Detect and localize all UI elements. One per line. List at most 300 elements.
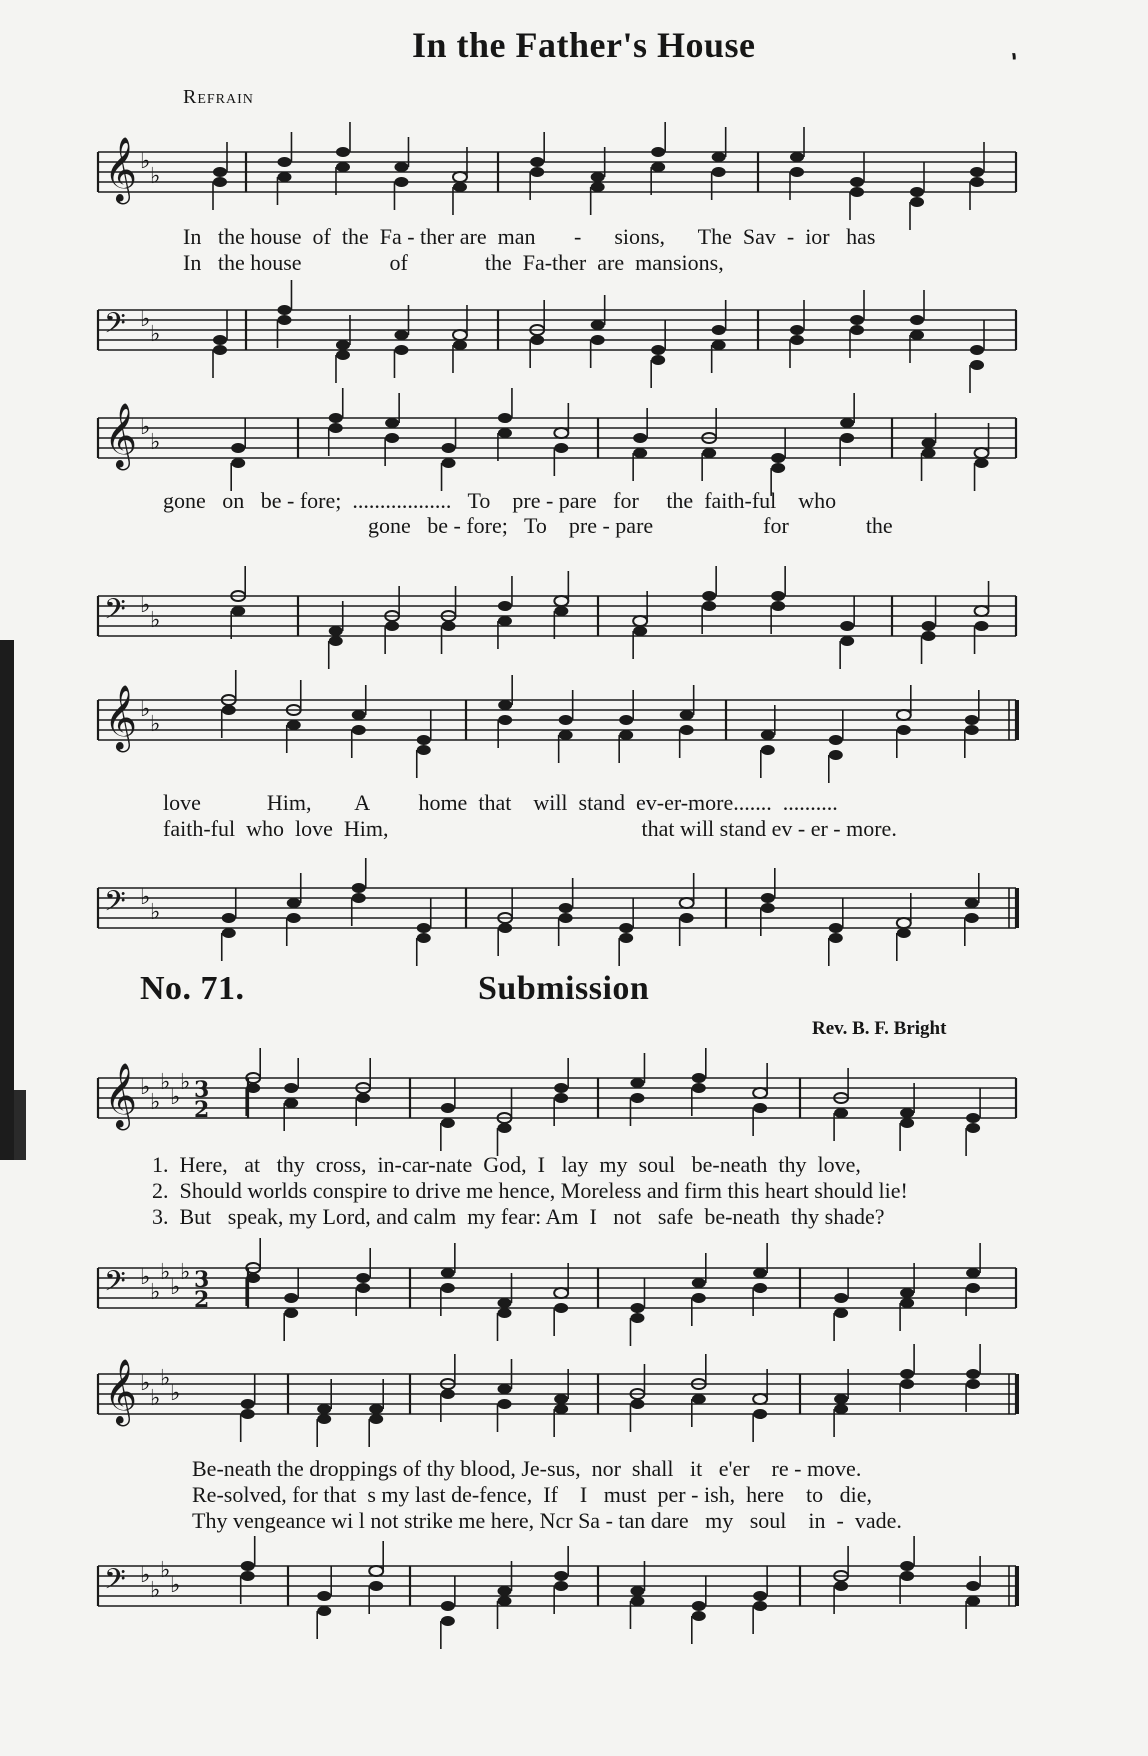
notehead: [559, 715, 573, 725]
notehead-lower: [356, 1283, 370, 1293]
notehead-lower: [966, 1283, 980, 1293]
flat-sign: ♭: [150, 1578, 161, 1603]
flat-sign: ♭: [160, 1558, 171, 1583]
notehead: [441, 1601, 455, 1611]
treble-staff-system-1: [98, 124, 1020, 234]
notehead: [692, 1073, 706, 1083]
notehead-lower: [922, 631, 936, 641]
notehead-lower: [246, 1083, 260, 1093]
notehead: [442, 443, 456, 453]
notehead: [790, 152, 804, 162]
notehead-lower: [829, 933, 843, 943]
notehead-lower: [651, 355, 665, 365]
flat-sign: ♭: [150, 712, 161, 737]
notehead: [922, 438, 936, 448]
notehead-lower: [619, 730, 633, 740]
notehead-lower: [352, 893, 366, 903]
notehead: [897, 710, 911, 720]
notehead-lower: [441, 1616, 455, 1626]
notehead-lower: [965, 725, 979, 735]
notehead-lower: [287, 913, 301, 923]
notehead-lower: [442, 621, 456, 631]
notehead-lower: [633, 448, 647, 458]
notehead: [213, 335, 227, 345]
notehead-lower: [834, 1581, 848, 1591]
notehead-lower: [966, 1123, 980, 1133]
notehead-lower: [498, 715, 512, 725]
notehead-lower: [761, 745, 775, 755]
notehead: [441, 1103, 455, 1113]
notehead-lower: [900, 1298, 914, 1308]
notehead: [241, 1399, 255, 1409]
notehead: [970, 345, 984, 355]
notehead-lower: [702, 601, 716, 611]
notehead: [530, 157, 544, 167]
notehead: [900, 1108, 914, 1118]
notehead-lower: [900, 1118, 914, 1128]
notehead-lower: [850, 187, 864, 197]
notehead: [241, 1561, 255, 1571]
notehead: [417, 735, 431, 745]
notehead: [554, 428, 568, 438]
notehead: [554, 1394, 568, 1404]
notehead-lower: [554, 606, 568, 616]
time-signature-bottom: 2: [194, 1287, 210, 1313]
notehead-lower: [692, 1611, 706, 1621]
treble-staff-hymn2-system-1: [98, 1050, 1020, 1160]
notehead: [394, 330, 408, 340]
notehead: [554, 1288, 568, 1298]
notehead-lower: [394, 345, 408, 355]
notehead: [850, 177, 864, 187]
notehead-lower: [554, 1093, 568, 1103]
flat-sign: ♭: [140, 415, 151, 440]
treble-clef: 𝄞: [104, 1063, 138, 1128]
notehead: [630, 1303, 644, 1313]
notehead-lower: [834, 1308, 848, 1318]
bass-clef: 𝄢: [104, 1265, 126, 1305]
notehead: [900, 1288, 914, 1298]
notehead: [498, 413, 512, 423]
notehead-lower: [417, 933, 431, 943]
notehead: [712, 325, 726, 335]
flat-sign: ♭: [160, 1070, 171, 1095]
notehead-lower: [369, 1581, 383, 1591]
flat-sign: ♭: [170, 1381, 181, 1406]
notehead: [840, 418, 854, 428]
notehead-lower: [284, 1308, 298, 1318]
notehead-lower: [840, 433, 854, 443]
flat-sign: ♭: [140, 1265, 151, 1290]
bass-staff-system-3: [98, 860, 1020, 970]
notehead: [966, 1369, 980, 1379]
notehead: [834, 1293, 848, 1303]
bass-clef: 𝄢: [104, 307, 126, 347]
hymn-title-submission: Submission: [478, 970, 650, 1007]
notehead: [633, 433, 647, 443]
notehead: [329, 626, 343, 636]
treble-staff-hymn2-system-2: [98, 1346, 1020, 1456]
flat-sign: ♭: [150, 322, 161, 347]
notehead: [554, 1083, 568, 1093]
flat-sign: ♭: [170, 1573, 181, 1598]
notehead: [680, 710, 694, 720]
notehead: [385, 418, 399, 428]
notehead: [231, 443, 245, 453]
notehead: [829, 923, 843, 933]
notehead: [277, 305, 291, 315]
notehead: [633, 616, 647, 626]
notehead-lower: [771, 463, 785, 473]
notehead: [834, 1394, 848, 1404]
notehead-lower: [680, 913, 694, 923]
notehead: [498, 1384, 512, 1394]
notehead: [498, 700, 512, 710]
flat-sign: ♭: [150, 900, 161, 925]
notehead: [287, 898, 301, 908]
notehead-lower: [970, 177, 984, 187]
bass-clef: 𝄢: [104, 593, 126, 633]
notehead-lower: [966, 1596, 980, 1606]
notehead-lower: [441, 1118, 455, 1128]
notehead-lower: [619, 933, 633, 943]
notehead: [753, 1268, 767, 1278]
hymn-title: In the Father's House: [412, 25, 756, 65]
notehead: [651, 147, 665, 157]
notehead: [651, 345, 665, 355]
notehead-lower: [970, 360, 984, 370]
flat-sign: ♭: [140, 697, 151, 722]
notehead: [761, 893, 775, 903]
notehead-lower: [352, 725, 366, 735]
notehead-lower: [897, 725, 911, 735]
notehead-lower: [231, 458, 245, 468]
notehead: [692, 1278, 706, 1288]
flat-sign: ♭: [150, 1280, 161, 1305]
notehead-lower: [329, 636, 343, 646]
notehead-lower: [530, 167, 544, 177]
notehead: [336, 147, 350, 157]
notehead-lower: [692, 1293, 706, 1303]
notehead-lower: [761, 903, 775, 913]
notehead: [498, 601, 512, 611]
notehead: [900, 1561, 914, 1571]
page-edge-stain: [0, 640, 14, 1160]
notehead-lower: [753, 1601, 767, 1611]
flat-sign: ♭: [160, 1366, 171, 1391]
notehead: [761, 730, 775, 740]
notehead: [753, 1591, 767, 1601]
notehead: [965, 715, 979, 725]
notehead: [829, 735, 843, 745]
flat-sign: ♭: [180, 1260, 191, 1285]
notehead-lower: [231, 606, 245, 616]
bass-staff-system-1: [98, 282, 1020, 392]
verse-line-continuation-1: Be-neath the droppings of thy blood, Je-sus, nor shall it e'er re - move.: [192, 1456, 862, 1481]
notehead: [591, 172, 605, 182]
notehead: [840, 621, 854, 631]
notehead-lower: [417, 745, 431, 755]
flat-sign: ♭: [140, 593, 151, 618]
notehead-lower: [900, 1571, 914, 1581]
notehead-lower: [910, 330, 924, 340]
notehead: [352, 710, 366, 720]
notehead-lower: [975, 621, 989, 631]
hymn-number: No. 71.: [140, 970, 245, 1007]
notehead-lower: [498, 923, 512, 933]
flat-sign: ♭: [160, 1260, 171, 1285]
lyric-line-system-1-verse-1: In the house of the Fa - ther are man - sions, The Sav - ior has: [183, 224, 876, 249]
notehead-lower: [453, 340, 467, 350]
notehead-lower: [910, 197, 924, 207]
lyric-line-system-3-verse-2: faith-ful who love Him, that will stand ev - er - more.: [163, 816, 897, 841]
notehead: [753, 1088, 767, 1098]
notehead-lower: [900, 1379, 914, 1389]
notehead-lower: [442, 458, 456, 468]
lyric-line-system-2-verse-2: gone be - fore; To pre - pare for the: [368, 513, 893, 538]
notehead-lower: [753, 1409, 767, 1419]
treble-clef: 𝄞: [104, 137, 138, 202]
notehead: [591, 320, 605, 330]
notehead-lower: [277, 315, 291, 325]
notehead: [284, 1083, 298, 1093]
notehead: [352, 883, 366, 893]
notehead: [753, 1394, 767, 1404]
notehead-lower: [385, 433, 399, 443]
notehead: [850, 315, 864, 325]
notehead-lower: [753, 1283, 767, 1293]
notehead: [966, 1113, 980, 1123]
flat-sign: ♭: [150, 1386, 161, 1411]
notehead-lower: [897, 928, 911, 938]
notehead-lower: [591, 182, 605, 192]
notehead-lower: [591, 335, 605, 345]
notehead-lower: [213, 177, 227, 187]
flat-sign: ♭: [140, 1075, 151, 1100]
notehead: [394, 162, 408, 172]
notehead-lower: [498, 428, 512, 438]
notehead: [966, 1581, 980, 1591]
notehead-lower: [651, 162, 665, 172]
notehead-lower: [712, 340, 726, 350]
notehead: [317, 1591, 331, 1601]
notehead-lower: [692, 1083, 706, 1093]
notehead-lower: [834, 1108, 848, 1118]
notehead-lower: [840, 636, 854, 646]
notehead-lower: [287, 720, 301, 730]
notehead-lower: [554, 443, 568, 453]
notehead: [619, 715, 633, 725]
bass-staff-system-2: [98, 568, 1020, 678]
flat-sign: ♭: [140, 1371, 151, 1396]
notehead-lower: [498, 1123, 512, 1133]
page-edge-stain-small: [14, 1090, 26, 1160]
notehead-lower: [222, 928, 236, 938]
verse-line-continuation-2: Re-solved, for that s my last de-fence, If I must per - ish, here to die,: [192, 1482, 872, 1507]
flat-sign: ♭: [180, 1070, 191, 1095]
notehead-lower: [630, 1313, 644, 1323]
notehead: [975, 448, 989, 458]
notehead-lower: [498, 616, 512, 626]
notehead: [922, 621, 936, 631]
notehead: [702, 591, 716, 601]
notehead-lower: [356, 1093, 370, 1103]
notehead-lower: [284, 1098, 298, 1108]
notehead-lower: [850, 325, 864, 335]
notehead-lower: [559, 730, 573, 740]
notehead-lower: [790, 335, 804, 345]
notehead: [630, 1586, 644, 1596]
notehead-lower: [441, 1283, 455, 1293]
time-signature-top: 3: [194, 1077, 210, 1103]
bass-staff-hymn2-system-2: [98, 1538, 1020, 1648]
notehead: [900, 1369, 914, 1379]
notehead-lower: [394, 177, 408, 187]
notehead-lower: [966, 1379, 980, 1389]
flat-sign: ♭: [140, 149, 151, 174]
notehead-lower: [336, 350, 350, 360]
notehead: [966, 1268, 980, 1278]
notehead-lower: [554, 1303, 568, 1313]
notehead: [910, 187, 924, 197]
treble-clef: 𝄞: [104, 685, 138, 750]
notehead-lower: [453, 182, 467, 192]
notehead: [680, 898, 694, 908]
notehead-lower: [702, 448, 716, 458]
notehead: [453, 330, 467, 340]
flat-sign: ♭: [170, 1275, 181, 1300]
time-signature-bottom: 2: [194, 1097, 210, 1123]
lyric-line-system-2-verse-1: gone on be - fore; .................. To pre - pare for the faith-ful who: [163, 488, 837, 513]
lyric-line-system-3-verse-1: love Him, A home that will stand ev-er-more....... ..........: [163, 790, 838, 815]
hymn-author: Rev. B. F. Bright: [812, 1018, 947, 1039]
notehead: [554, 1571, 568, 1581]
verse-line-2: 2. Should worlds conspire to drive me hence, Moreless and firm this heart should lie!: [152, 1178, 908, 1203]
notehead: [356, 1273, 370, 1283]
notehead-lower: [559, 913, 573, 923]
notehead: [453, 172, 467, 182]
notehead-lower: [385, 621, 399, 631]
notehead: [712, 152, 726, 162]
verse-line-3: 3. But speak, my Lord, and calm my fear: Am I not safe be-neath thy shade?: [152, 1204, 885, 1229]
notehead-lower: [630, 1596, 644, 1606]
notehead: [336, 340, 350, 350]
notehead-lower: [922, 448, 936, 458]
notehead-lower: [369, 1414, 383, 1424]
notehead-lower: [317, 1414, 331, 1424]
notehead-lower: [246, 1273, 260, 1283]
notehead-lower: [530, 335, 544, 345]
notehead-lower: [222, 705, 236, 715]
treble-staff-system-3: [98, 672, 1020, 782]
notehead-lower: [498, 1308, 512, 1318]
notehead: [213, 167, 227, 177]
time-signature-top: 3: [194, 1267, 210, 1293]
notehead-lower: [554, 1404, 568, 1414]
notehead: [417, 923, 431, 933]
notehead-lower: [498, 1399, 512, 1409]
notehead-lower: [790, 167, 804, 177]
notehead: [975, 606, 989, 616]
lyric-line-system-1-verse-2: In the house of the Fa-ther are mansions,: [183, 250, 724, 275]
notehead-lower: [336, 162, 350, 172]
notehead-lower: [633, 626, 647, 636]
flat-sign: ♭: [140, 307, 151, 332]
notehead: [970, 167, 984, 177]
treble-clef: 𝄞: [104, 403, 138, 468]
bass-clef: 𝄢: [104, 885, 126, 925]
notehead-lower: [712, 167, 726, 177]
section-label-refrain: Refrain: [183, 86, 254, 108]
flat-sign: ♭: [150, 1090, 161, 1115]
notehead-lower: [630, 1399, 644, 1409]
notehead-lower: [975, 458, 989, 468]
flat-sign: ♭: [150, 608, 161, 633]
notehead: [369, 1404, 383, 1414]
notehead: [441, 1268, 455, 1278]
flat-sign: ♭: [150, 430, 161, 455]
notehead: [897, 918, 911, 928]
notehead: [559, 903, 573, 913]
notehead: [498, 1298, 512, 1308]
notehead: [222, 913, 236, 923]
notehead: [771, 453, 785, 463]
notehead-lower: [680, 725, 694, 735]
notehead: [284, 1293, 298, 1303]
notehead-lower: [965, 913, 979, 923]
notehead-lower: [213, 345, 227, 355]
flat-sign: ♭: [140, 1563, 151, 1588]
treble-clef: 𝄞: [104, 1359, 138, 1424]
notehead-lower: [441, 1389, 455, 1399]
notehead: [910, 315, 924, 325]
notehead-lower: [692, 1394, 706, 1404]
notehead: [771, 591, 785, 601]
notehead-lower: [554, 1581, 568, 1591]
notehead: [619, 923, 633, 933]
notehead: [554, 596, 568, 606]
notehead-lower: [498, 1596, 512, 1606]
notehead: [498, 1586, 512, 1596]
notehead-lower: [317, 1606, 331, 1616]
notehead: [630, 1078, 644, 1088]
verse-line-1: 1. Here, at thy cross, in-car-nate God, I lay my soul be-neath thy love,: [152, 1152, 861, 1177]
flat-sign: ♭: [170, 1085, 181, 1110]
notehead: [369, 1566, 383, 1576]
notehead-lower: [771, 601, 785, 611]
notehead: [277, 157, 291, 167]
notehead: [965, 898, 979, 908]
notehead-lower: [329, 423, 343, 433]
flat-sign: ♭: [140, 885, 151, 910]
flat-sign: ♭: [150, 164, 161, 189]
notehead: [317, 1404, 331, 1414]
treble-staff-system-2: [98, 390, 1020, 500]
notehead-lower: [630, 1093, 644, 1103]
notehead-lower: [277, 172, 291, 182]
notehead: [329, 413, 343, 423]
verse-line-continuation-3: Thy vengeance wi l not strike me here, Ncr Sa - tan dare my soul in - vade.: [192, 1508, 902, 1533]
bass-clef: 𝄢: [104, 1563, 126, 1603]
bass-staff-hymn2-system-1: [98, 1240, 1020, 1350]
notehead: [692, 1601, 706, 1611]
notehead: [790, 325, 804, 335]
notehead-lower: [834, 1404, 848, 1414]
notehead-lower: [829, 750, 843, 760]
notehead-lower: [753, 1103, 767, 1113]
notehead-lower: [241, 1409, 255, 1419]
notehead-lower: [241, 1571, 255, 1581]
